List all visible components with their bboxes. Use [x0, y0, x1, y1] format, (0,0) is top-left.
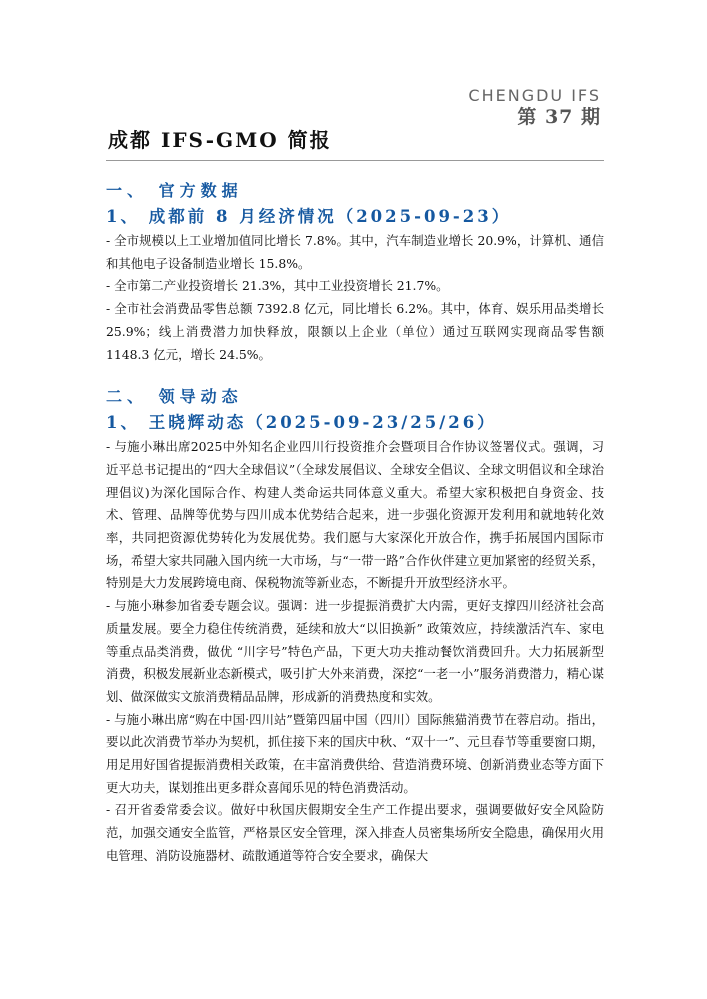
- brand-wordmark: CHENGDU IFS: [468, 86, 601, 105]
- paragraph: - 全市规模以上工业增加值同比增长 7.8%。其中，汽车制造业增长 20.9%，计算机、通信和其他电子设备制造业增长 15.8%。: [106, 233, 604, 271]
- issue-number: 第 37 期: [517, 106, 601, 128]
- document-body: [106, 178, 604, 868]
- header-divider: [106, 160, 604, 161]
- paragraph: - 与施小琳出席“购在中国·四川站”暨第四届中国（四川）国际熊猫消费节在蓉启动。指出，要以此次消费节举办为契机，抓住接下来的国庆中秋、“双十一”、元旦春节等重要窗口期，用足用好国省提振消费相关政策，在丰富消费供给、营造消费环境、创新消费业态等方面下更大功夫，谋划推出更多群众喜闻乐见的特色消费活动。: [106, 711, 604, 795]
- section-heading-leadership: 二、 领导动态: [106, 387, 243, 407]
- spacer: [106, 366, 604, 384]
- paragraph: - 与施小琳参加省委专题会议。强调：进一步提振消费扩大内需，更好支撑四川经济社会高质量发展。要全力稳住传统消费，延续和放大“以旧换新” 政策效应，持续激活汽车、家电等重点品类消费，做优 “川字号”特色产品，下更大功夫推动餐饮消费回升。大力拓展新型消费，积极发展新业态新模式，吸引扩大外来消费，深挖“一老一小”服务消费潜力，精心谋划、做深做实文旅消费精品品牌，形成新的消费热度和实效。: [106, 598, 604, 704]
- paragraph: - 全市第二产业投资增长 21.3%，其中工业投资增长 21.7%。: [106, 278, 449, 294]
- page-title: 成都 IFS-GMO 简报: [108, 128, 332, 152]
- paragraph: - 全市社会消费品零售总额 7392.8 亿元，同比增长 6.2%。其中，体育、娱乐用品类增长 25.9%；线上消费潜力加快释放，限额以上企业（单位）通过互联网实现商品零售额 1148.3 亿元，增长 24.5%。: [106, 301, 604, 362]
- paragraph: - 与施小琳出席2025中外知名企业四川行投资推介会暨项目合作协议签署仪式。强调，习近平总书记提出的“四大全球倡议”（全球发展倡议、全球安全倡议、全球文明倡议和全球治理倡议)为深化国际合作、构建人类命运共同体意义重大。希望大家积极把自身资金、技术、管理、品牌等优势与四川成本优势结合起来，进一步强化资源开发利用和就地转化效率，共同把资源优势转化为发展优势。我们愿与大家深化开放合作，携手拓展国内国际市场，希望大家共同融入国内统一大市场，与“一带一路”合作伙伴建立更加紧密的经贸关系，特别是大力发展跨境电商、保税物流等新业态，不断提升开放型经济水平。: [106, 439, 604, 591]
- paragraph: - 召开省委常委会议。做好中秋国庆假期安全生产工作提出要求，强调要做好安全风险防范，加强交通安全监管，严格景区安全管理，深入排查人员密集场所安全隐患，确保用火用电管理、消防设施器材、疏散通道等符合安全要求，确保大: [106, 802, 604, 863]
- section-heading-official-data: 一、 官方数据: [106, 181, 243, 200]
- subsection-heading-wang-xiaohui: 1、 王晓辉动态（2025-09-23/25/26）: [106, 413, 497, 433]
- subsection-heading-economy: 1、 成都前 8 月经济情况（2025-09-23）: [106, 207, 512, 226]
